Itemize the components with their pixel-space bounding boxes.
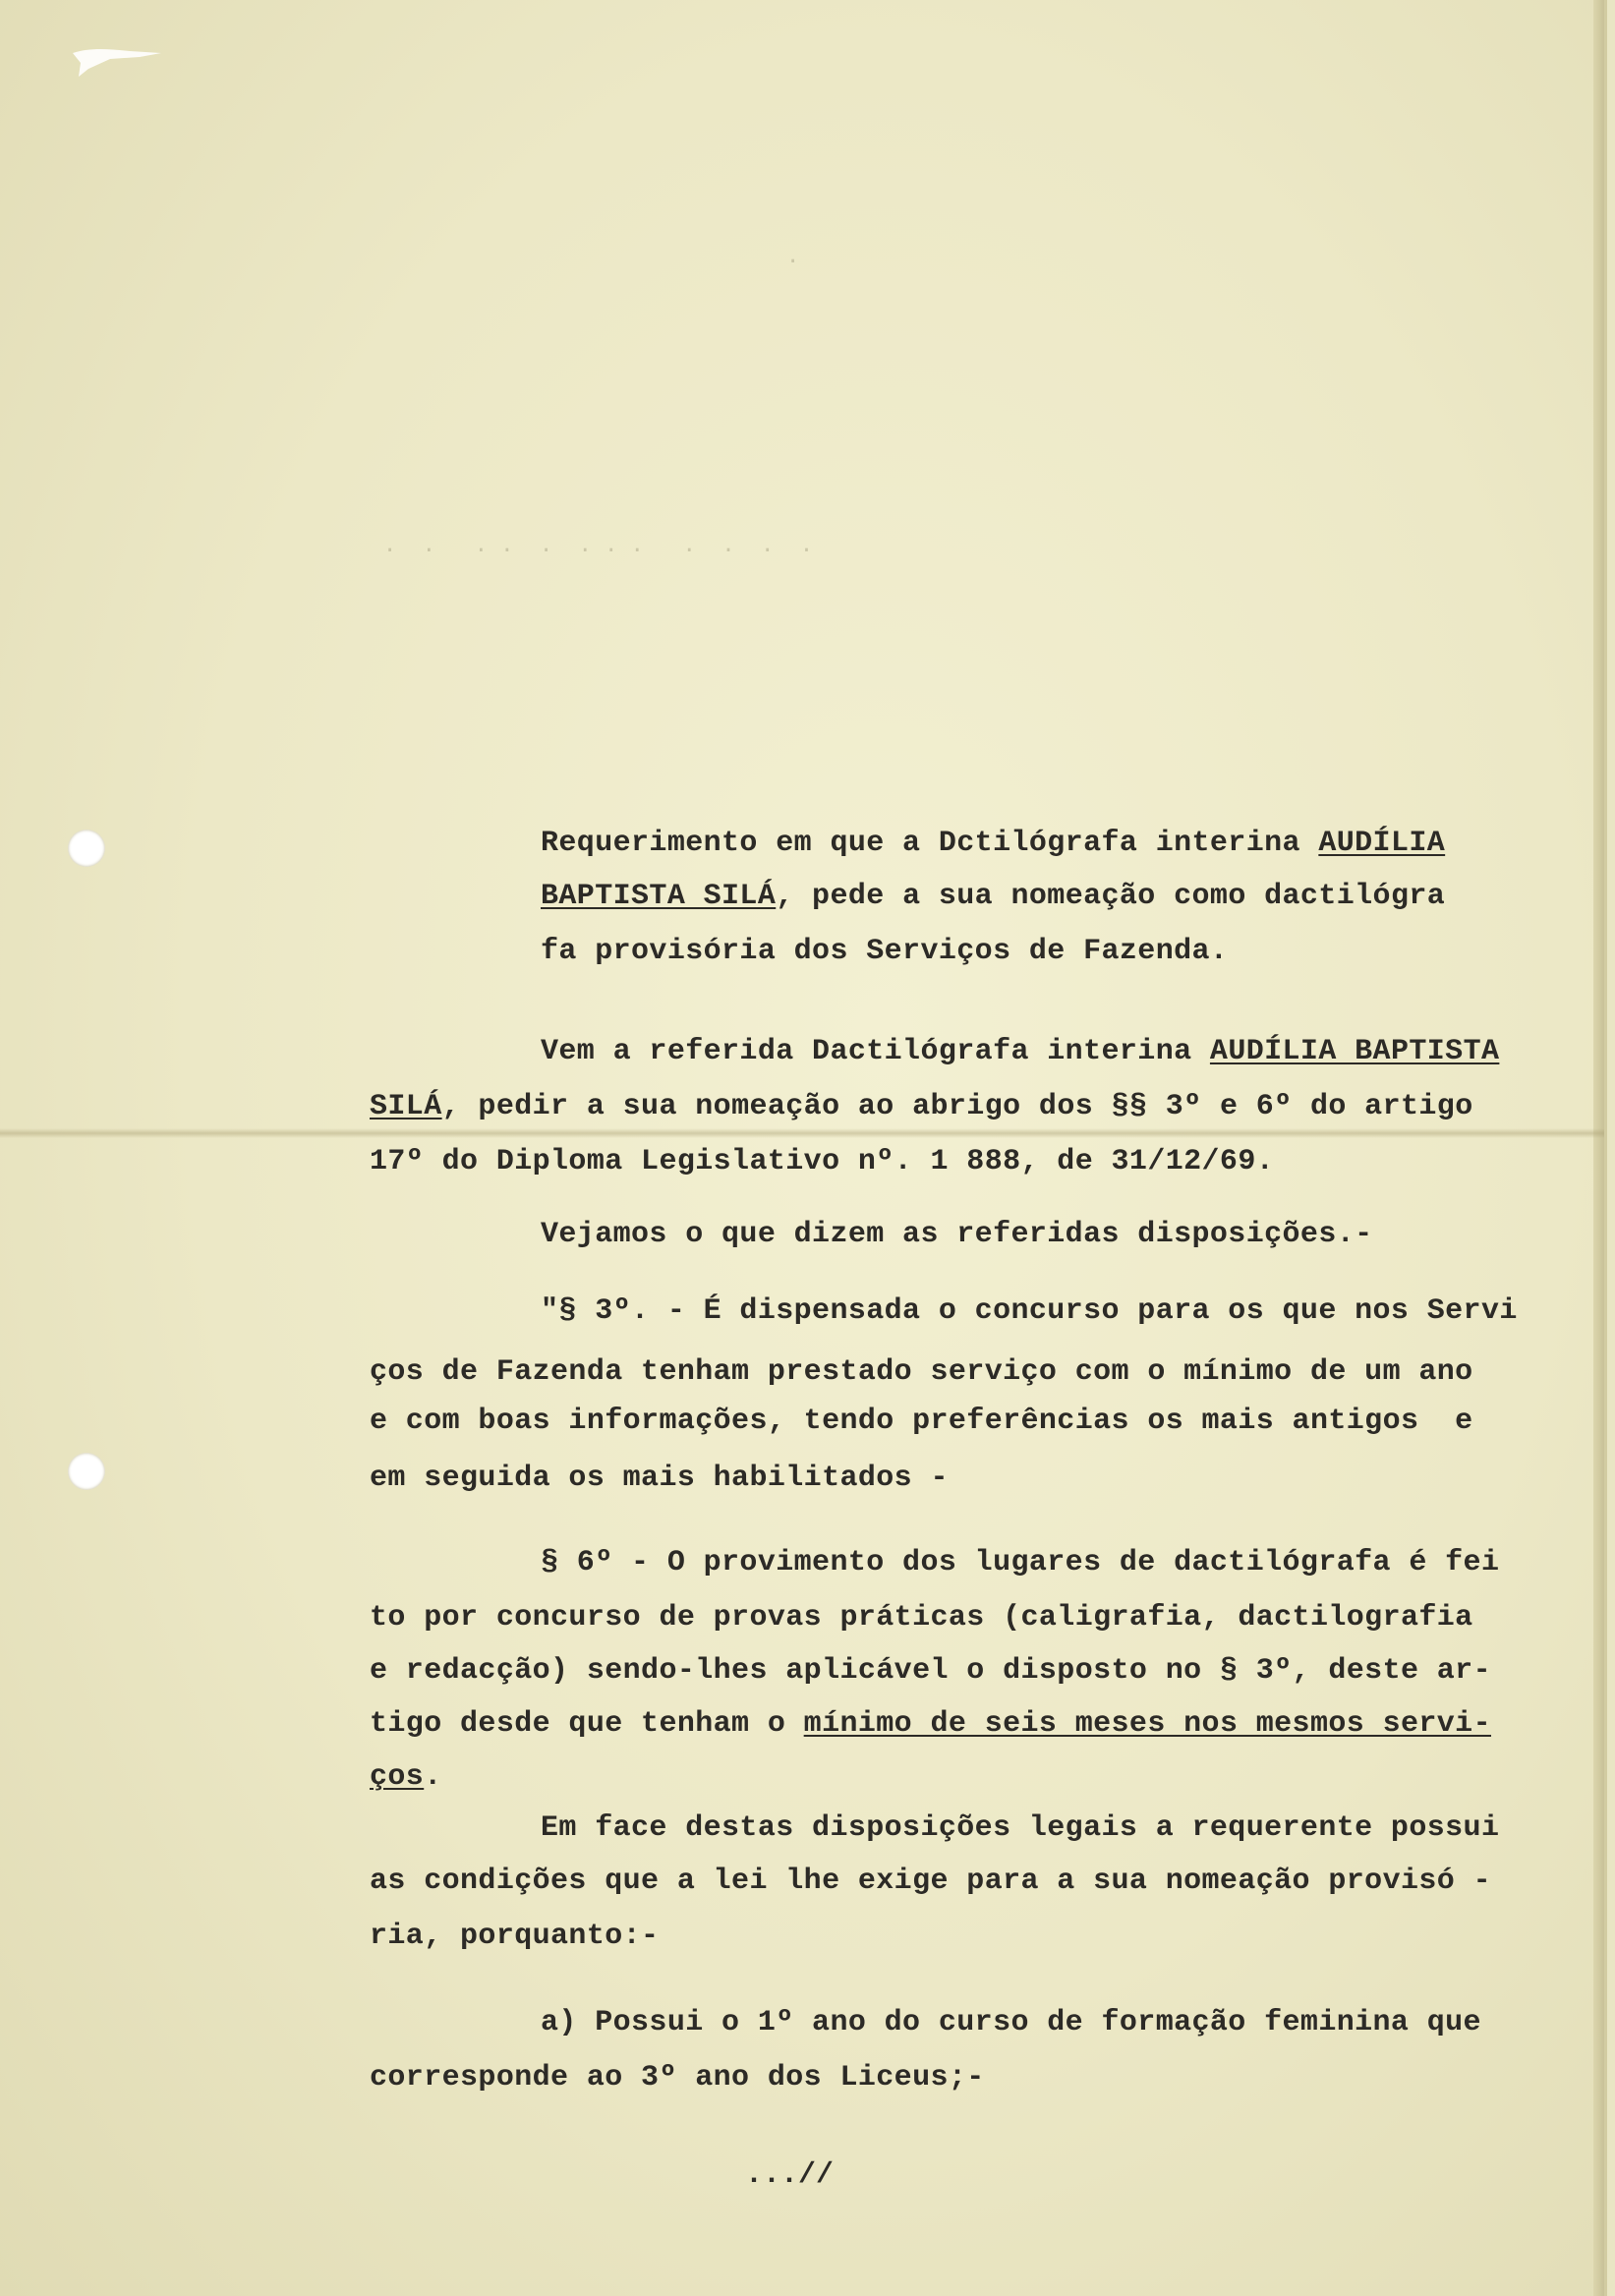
intro-line-3: 17º do Diploma Legislativo nº. 1 888, de 31/12/69. bbox=[370, 1145, 1275, 1178]
item-a-line-2: corresponde ao 3º ano dos Liceus;- bbox=[370, 2061, 985, 2095]
summary-line-3: fa provisória dos Serviços de Fazenda. bbox=[541, 935, 1229, 968]
paper-fold bbox=[0, 1128, 1604, 1138]
transition-line: Vejamos o que dizem as referidas disposições.- bbox=[541, 1218, 1373, 1251]
paper-edge bbox=[1593, 0, 1604, 2296]
intro-line-1: Vem a referida Dactilógrafa interina AUDÍLIA BAPTISTA bbox=[541, 1035, 1500, 1068]
summary-line-2: BAPTISTA SILÁ, pede a sua nomeação como dactilógra bbox=[541, 880, 1446, 913]
conclusion-line-2: as condições que a lei lhe exige para a sua nomeação provisó - bbox=[370, 1865, 1491, 1898]
continuation-mark: ...// bbox=[745, 2158, 835, 2192]
punch-hole-top bbox=[68, 830, 105, 867]
paragraph3-line-2: ços de Fazenda tenham prestado serviço com o mínimo de um ano bbox=[370, 1355, 1473, 1389]
punch-hole-bottom bbox=[68, 1453, 105, 1490]
paragraph6-line-3: e redacção) sendo-lhes aplicável o disposto no § 3º, deste ar- bbox=[370, 1654, 1491, 1688]
paragraph3-line-3: e com boas informações, tendo preferências os mais antigos e bbox=[370, 1405, 1473, 1438]
paragraph6-line-5: ços. bbox=[370, 1760, 442, 1794]
paragraph6-line-4: tigo desde que tenham o mínimo de seis meses nos mesmos servi- bbox=[370, 1707, 1491, 1741]
summary-line-1: Requerimento em que a Dctilógrafa interina AUDÍLIA bbox=[541, 827, 1446, 860]
item-a-line-1: a) Possui o 1º ano do curso de formação feminina que bbox=[541, 2006, 1481, 2039]
conclusion-line-1: Em face destas disposições legais a requerente possui bbox=[541, 1811, 1500, 1845]
torn-corner-mark bbox=[71, 43, 169, 79]
show-through-mark: . bbox=[786, 244, 800, 268]
paragraph3-line-1: "§ 3º. - É dispensada o concurso para os que nos Servi bbox=[541, 1294, 1518, 1328]
paragraph6-line-2: to por concurso de provas práticas (caligrafia, dactilografia bbox=[370, 1601, 1473, 1635]
paragraph3-line-4: em seguida os mais habilitados - bbox=[370, 1462, 949, 1495]
show-through-text: · · · · · · · · · · · · bbox=[383, 539, 814, 563]
intro-line-2: SILÁ, pedir a sua nomeação ao abrigo dos §§ 3º e 6º do artigo bbox=[370, 1090, 1473, 1123]
paragraph6-line-1: § 6º - O provimento dos lugares de dactilógrafa é fei bbox=[541, 1546, 1500, 1579]
conclusion-line-3: ria, porquanto:- bbox=[370, 1920, 660, 1953]
